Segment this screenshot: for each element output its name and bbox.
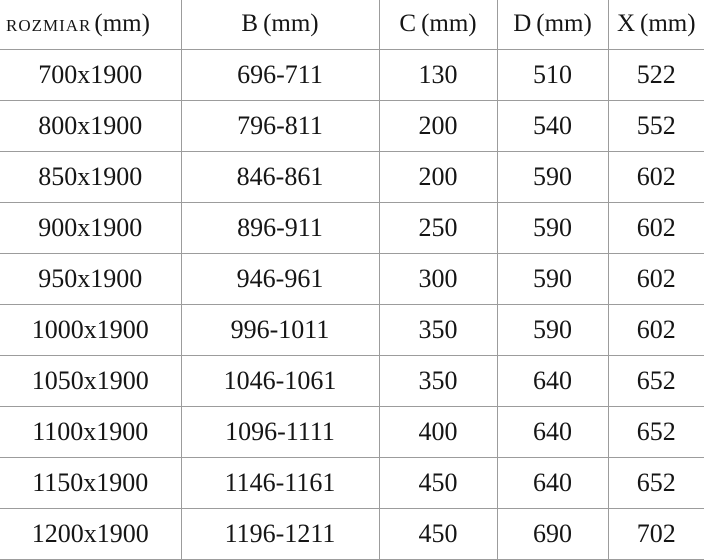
cell-b: 896-911 [181,202,379,253]
table-row [0,100,704,151]
header-b-unit: (mm) [263,10,319,38]
cell-b: 1046-1061 [181,355,379,406]
cell-rozmiar: 1200x1900 [0,508,181,559]
header-rozmiar [0,0,181,49]
cell-rozmiar: 900x1900 [0,202,181,253]
cell-rozmiar: 1050x1900 [0,355,181,406]
cell-b: 696-711 [181,49,379,100]
header-d-unit: (mm) [536,10,592,38]
cell-rozmiar: 1000x1900 [0,304,181,355]
cell-x: 602 [608,151,704,202]
cell-x: 602 [608,253,704,304]
cell-c: 130 [379,49,497,100]
cell-c: 200 [379,151,497,202]
cell-x: 702 [608,508,704,559]
header-d-label: D [513,10,532,38]
cell-d: 640 [497,457,608,508]
cell-x: 602 [608,202,704,253]
table-row [0,49,704,100]
header-c [379,0,497,49]
cell-d: 590 [497,151,608,202]
cell-c: 200 [379,100,497,151]
cell-rozmiar: 850x1900 [0,151,181,202]
cell-x: 652 [608,457,704,508]
header-rozmiar-unit: (mm) [94,10,150,38]
header-c-unit: (mm) [421,10,477,38]
header-row [0,0,704,49]
cell-d: 640 [497,406,608,457]
cell-rozmiar: 950x1900 [0,253,181,304]
cell-d: 690 [497,508,608,559]
cell-d: 590 [497,253,608,304]
cell-d: 590 [497,304,608,355]
cell-x: 522 [608,49,704,100]
cell-d: 510 [497,49,608,100]
header-x [608,0,704,49]
cell-d: 540 [497,100,608,151]
table-row [0,253,704,304]
table-row [0,355,704,406]
cell-c: 400 [379,406,497,457]
header-x-unit: (mm) [640,10,696,38]
table-row [0,202,704,253]
cell-b: 846-861 [181,151,379,202]
cell-x: 652 [608,406,704,457]
header-b-label: B [241,10,259,38]
table-header [0,0,704,49]
cell-c: 450 [379,508,497,559]
cell-c: 350 [379,304,497,355]
table-row [0,304,704,355]
header-b [181,0,379,49]
cell-b: 796-811 [181,100,379,151]
cell-c: 300 [379,253,497,304]
cell-rozmiar: 700x1900 [0,49,181,100]
cell-x: 652 [608,355,704,406]
cell-b: 996-1011 [181,304,379,355]
cell-d: 640 [497,355,608,406]
table-row [0,406,704,457]
cell-rozmiar: 800x1900 [0,100,181,151]
cell-rozmiar: 1100x1900 [0,406,181,457]
cell-c: 450 [379,457,497,508]
table-row [0,151,704,202]
cell-x: 602 [608,304,704,355]
header-rozmiar-label: ROZMIAR [6,16,92,36]
header-d [497,0,608,49]
cell-d: 590 [497,202,608,253]
header-c-label: C [399,10,417,38]
table-body [0,49,704,560]
cell-c: 350 [379,355,497,406]
table-row [0,508,704,559]
table-row [0,457,704,508]
header-x-label: X [616,10,635,38]
cell-b: 1196-1211 [181,508,379,559]
cell-c: 250 [379,202,497,253]
cell-b: 1146-1161 [181,457,379,508]
cell-rozmiar: 1150x1900 [0,457,181,508]
cell-b: 1096-1111 [181,406,379,457]
cell-b: 946-961 [181,253,379,304]
cell-x: 552 [608,100,704,151]
